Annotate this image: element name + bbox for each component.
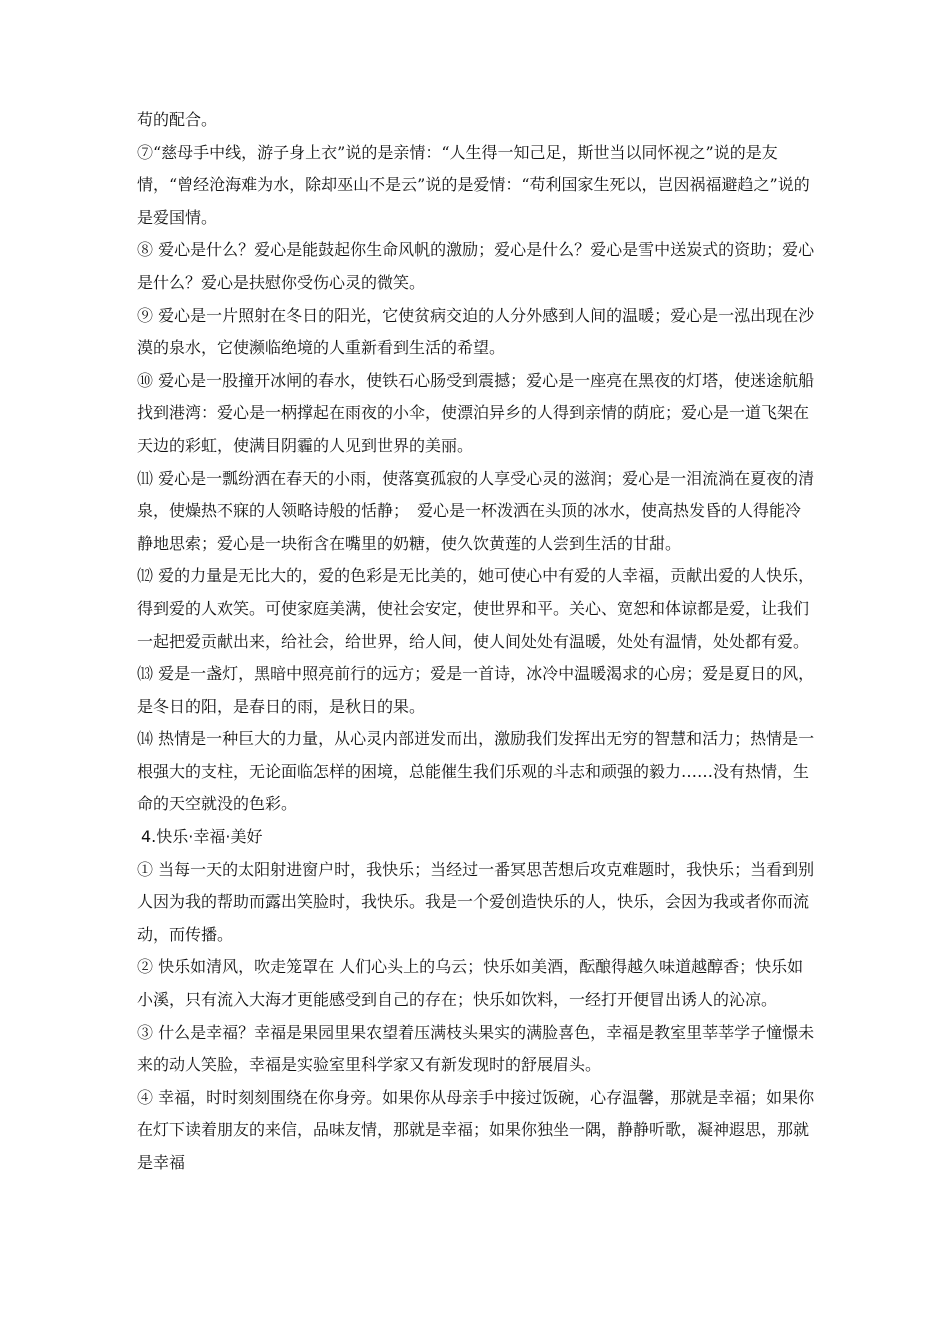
section-paragraph-1: ① 当每一天的太阳射进窗户时，我快乐；当经过一番冥思苦想后攻克难题时，我快乐；当看到别人因为我的帮助而露出笑脸时，我快乐。我是一个爱创造快乐的人，快乐，会因为我或者你而流动，而传播。: [137, 859, 815, 944]
paragraph-11: ⑾ 爱心是一瓢纷洒在春天的小雨，使落寞孤寂的人享受心灵的滋润；爱心是一泪流淌在夏夜的清泉，使燥热不寐的人领略诗般的恬静； 爱心是一杯泼洒在头顶的冰水，使高热发昏的人得能冷静地思索；爱心是一块衔含在嘴里的奶糖，使久饮黄莲的人尝到生活的甘甜。: [137, 468, 815, 553]
paragraph-10: ⑩ 爱心是一股撞开冰闸的春水，使铁石心肠受到震撼；爱心是一座亮在黑夜的灯塔，使迷途航船找到港湾：爱心是一柄撑起在雨夜的小伞，使漂泊异乡的人得到亲情的荫庇；爱心是一道飞架在天边的彩虹，使满目阴霾的人见到世界的美丽。: [137, 370, 815, 455]
paragraph-9: ⑨ 爱心是一片照射在冬日的阳光，它使贫病交迫的人分外感到人间的温暖；爱心是一泓出现在沙漠的泉水，它使濒临绝境的人重新看到生活的希望。: [137, 305, 815, 358]
paragraph-13: ⒀ 爱是一盏灯，黑暗中照亮前行的远方；爱是一首诗，冰冷中温暖渴求的心房；爱是夏日的风，是冬日的阳，是春日的雨，是秋日的果。: [137, 664, 815, 716]
paragraph-7: ⑦“慈母手中线，游子身上衣”说的是亲情：“人生得一知己足，斯世当以同怀视之”说的是友情，“曾经沧海难为水，除却巫山不是云”说的是爱情：“苟利国家生死以，岂因祸福避趋之”说的是爱国情。: [137, 142, 810, 227]
paragraph-14: ⒁ 热情是一种巨大的力量，从心灵内部迸发而出，激励我们发挥出无穷的智慧和活力；热情是一根强大的支柱，无论面临怎样的困境，总能催生我们乐观的斗志和顽强的毅力……没有热情，生命的天空就没的色彩。: [137, 729, 815, 814]
section-heading: 4.快乐·幸福·美好: [141, 827, 263, 847]
paragraph-8: ⑧ 爱心是什么？爱心是能鼓起你生命风帆的激励；爱心是什么？爱心是雪中送炭式的资助；爱心是什么？爱心是扶慰你受伤心灵的微笑。: [137, 240, 815, 292]
section-paragraph-2: ② 快乐如清风，吹走笼罩在 人们心头上的乌云；快乐如美酒，酝酿得越久味道越醇香；快乐如小溪，只有流入大海才更能感受到自己的存在；快乐如饮料，一经打开便冒出诱人的沁凉。: [137, 957, 804, 1010]
paragraph-continuation: 苟的配合。: [137, 110, 218, 129]
paragraph-12: ⑿ 爱的力量是无比大的，爱的色彩是无比美的，她可使心中有爱的人幸福，贡献出爱的人快乐，得到爱的人欢笑。可使家庭美满，使社会安定，使世界和平。关心、宽恕和体谅都是爱，让我们一起把爱贡献出来，给社会，给世界，给人间，使人间处处有温暖，处处有温情，处处都有爱。: [137, 566, 815, 651]
section-paragraph-3: ③ 什么是幸福？幸福是果园里果农望着压满枝头果实的满脸喜色，幸福是教室里莘莘学子憧憬未来的动人笑脸，幸福是实验室里科学家又有新发现时的舒展眉头。: [137, 1022, 815, 1075]
document-body: [137, 104, 815, 1180]
section-paragraph-4: ④ 幸福，时时刻刻围绕在你身旁。如果你从母亲手中接过饭碗，心存温馨，那就是幸福；如果你在灯下读着朋友的来信，品味友情，那就是幸福；如果你独坐一隅，静静听歌，凝神遐思，那就是幸福: [137, 1087, 815, 1172]
